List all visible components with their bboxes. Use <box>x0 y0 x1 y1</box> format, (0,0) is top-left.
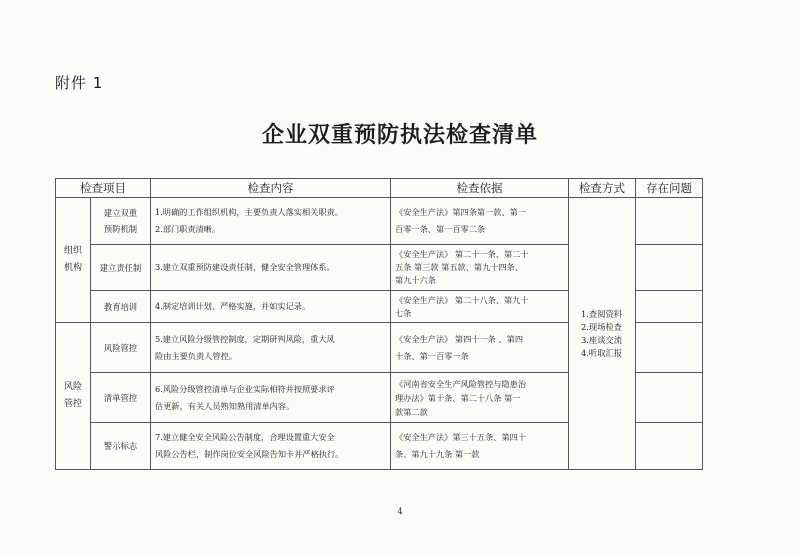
category-label: 风险 <box>63 382 82 392</box>
issue-cell[interactable] <box>636 423 703 470</box>
header-item: 检查项目 <box>56 179 151 198</box>
content-cell <box>151 291 391 323</box>
method-line: 1.查阅资料 <box>581 308 623 319</box>
basis-line: 款第二款 <box>395 406 428 417</box>
header-issues: 存在问题 <box>636 179 703 198</box>
category-label: 管控 <box>63 399 82 409</box>
item-cell <box>91 323 151 373</box>
inspection-table <box>55 178 703 470</box>
header-content: 检查内容 <box>151 179 391 198</box>
item-label: 风险管控 <box>103 342 138 353</box>
basis-line: 《安全生产法》 第二十八条、第九十 <box>395 294 529 305</box>
basis-line: 《安全生产法》 第二十一条、第二十 <box>395 249 529 259</box>
basis-cell <box>391 291 569 323</box>
basis-line: 《安全生产法》 第四十一条 、第四 <box>395 333 524 344</box>
category-cell <box>56 198 91 323</box>
header-method: 检查方式 <box>569 179 636 198</box>
content-cell <box>151 323 391 373</box>
basis-cell <box>391 323 569 373</box>
issue-cell[interactable] <box>636 373 703 423</box>
page-number: 4 <box>397 507 403 516</box>
issue-cell[interactable] <box>636 245 703 291</box>
item-cell <box>91 373 151 423</box>
item-label: 建立责任制 <box>99 262 142 273</box>
item-label: 建立双重 <box>103 208 138 218</box>
content-line: 4.制定培训计划、严格实施，并如实记录。 <box>155 301 311 311</box>
basis-cell <box>391 245 569 291</box>
document-title: 企业双重预防执法检查清单 <box>261 122 538 148</box>
content-line: 5.建立风险分级管控制度，定期研判风险，重大风 <box>155 333 335 344</box>
method-cell <box>569 198 636 470</box>
method-line: 2.现场检查 <box>581 321 623 332</box>
table-header-row <box>56 179 703 198</box>
basis-cell <box>391 373 569 423</box>
content-line: 6.风险分级管控清单与企业实际相符并按照要求评 <box>155 383 335 394</box>
content-cell <box>151 373 391 423</box>
basis-line: 条、第九十九条 第一款 <box>395 449 480 459</box>
content-line: 估更新，有关人员熟知熟用清单内容。 <box>155 400 295 411</box>
basis-line: 理办法》第十条、第二十八条 第一 <box>395 392 521 403</box>
item-cell <box>91 245 151 291</box>
basis-line: 《河南省安全生产风险管控与隐患治 <box>395 378 527 389</box>
basis-line: 第九十六条 <box>395 275 436 285</box>
issue-cell[interactable] <box>636 323 703 373</box>
basis-cell <box>391 423 569 470</box>
issue-cell[interactable] <box>636 198 703 245</box>
item-label: 教育培训 <box>103 301 138 312</box>
content-cell <box>151 198 391 245</box>
item-cell <box>91 198 151 245</box>
content-cell <box>151 245 391 291</box>
basis-line: 五条 第三款 第五款、第九十四条、 <box>395 262 524 272</box>
basis-line: 《安全生产法》第四条第一款、第一 <box>395 207 527 217</box>
header-basis: 检查依据 <box>391 179 569 198</box>
basis-line: 十条、第一百零一条 <box>395 350 469 361</box>
item-label: 清单管控 <box>103 392 138 403</box>
content-line: 1.明确的工作组织机构，主要负责人落实相关职责。 <box>155 207 343 217</box>
item-cell <box>91 423 151 470</box>
attachment-label: 附件 1 <box>55 74 104 92</box>
category-label: 组织 <box>63 246 82 256</box>
method-line: 4.听取汇报 <box>581 347 623 358</box>
basis-line: 百零一条、第一百零二条 <box>395 224 486 234</box>
content-line: 险由主要负责人管控。 <box>155 350 237 361</box>
item-cell <box>91 291 151 323</box>
item-label: 预防机制 <box>103 224 138 234</box>
content-line: 3.建立双重预防建设责任制，健全安全管理体系。 <box>155 262 335 272</box>
content-line: 2.部门职责清晰。 <box>155 224 221 234</box>
basis-cell <box>391 198 569 245</box>
content-line: 风险公告栏，制作岗位安全风险告知卡并严格执行。 <box>155 449 344 459</box>
issue-cell[interactable] <box>636 291 703 323</box>
method-line: 3.座谈交流 <box>581 334 623 345</box>
item-label: 警示标志 <box>103 441 138 451</box>
content-cell <box>151 423 391 470</box>
category-cell <box>56 323 91 470</box>
basis-line: 《安全生产法》第三十五条、第四十 <box>395 432 527 442</box>
content-line: 7.建立健全安全风险公告制度，合理设置重大安全 <box>155 432 335 442</box>
basis-line: 七条 <box>395 307 412 318</box>
table-row <box>56 198 703 245</box>
category-label: 机构 <box>63 263 82 273</box>
